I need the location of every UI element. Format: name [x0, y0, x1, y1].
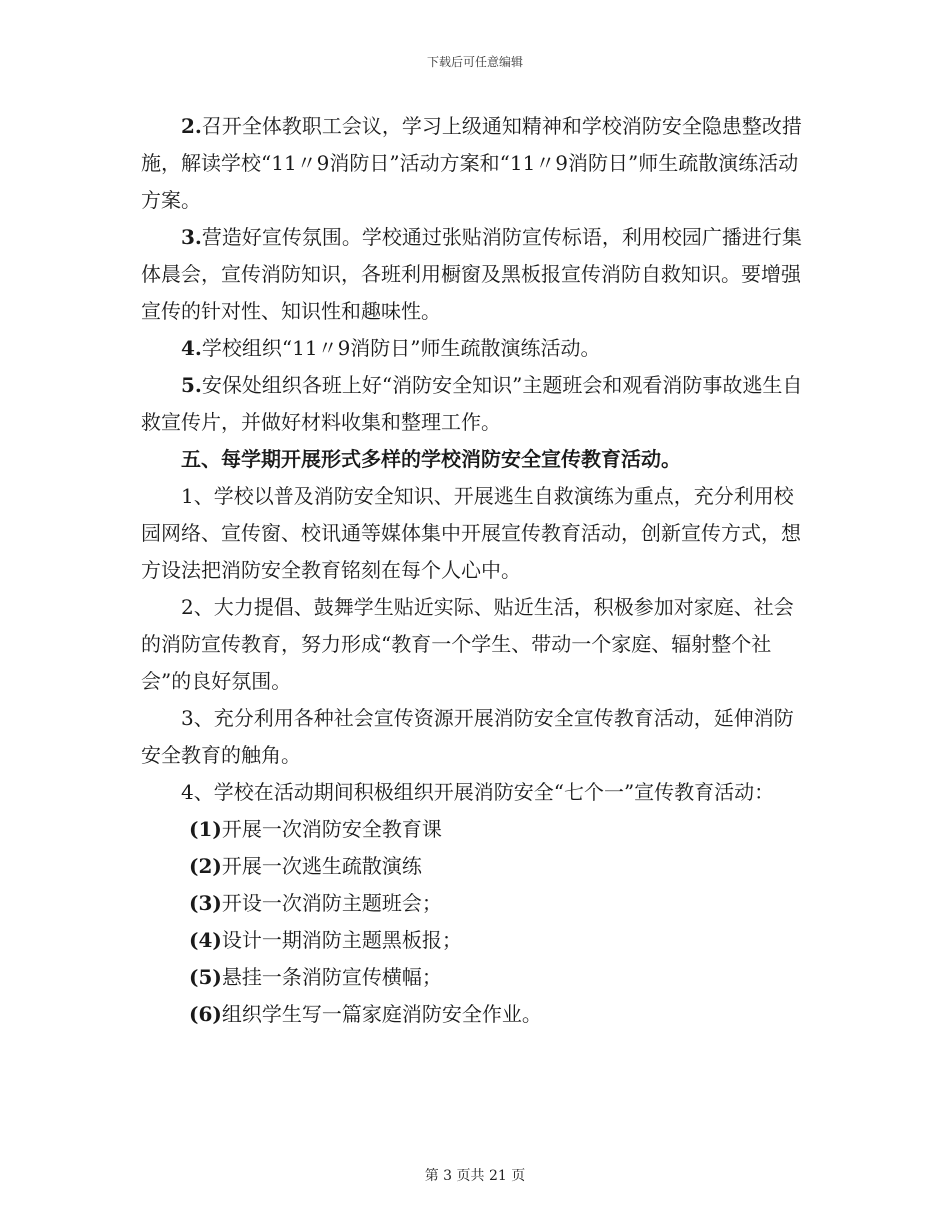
- page-header: 下载后可任意编辑: [426, 55, 523, 69]
- item-number: 3.: [181, 225, 202, 249]
- list-item-1: [141, 811, 809, 848]
- list-text: 开展一次消防安全教育课: [221, 817, 442, 841]
- section-paragraph-1: 1、学校以普及消防安全知识、开展逃生自救演练为重点，充分利用校园网络、宣传窗、校讯通等媒体集中开展宣传教育活动，创新宣传方式，想方设法把消防安全教育铭刻在每个人心中。: [141, 484, 801, 582]
- list-text: 悬挂一条消防宣传横幅；: [221, 965, 442, 989]
- list-item-4: [141, 922, 809, 959]
- list-text: 设计一期消防主题黑板报；: [221, 928, 462, 952]
- paragraph-item-4: [141, 330, 809, 367]
- paragraph-text: 召开全体教职工会议，学习上级通知精神和学校消防安全隐患整改措施，解读学校“11〃9消防日”活动方案和“11〃9消防日”师生疏散演练活动方案。: [141, 114, 802, 212]
- paragraph-text: 安保处组织各班上好“消防安全知识”主题班会和观看消防事故逃生自救宣传片，并做好材料收集和整理工作。: [141, 373, 803, 434]
- list-number: (1): [189, 817, 222, 841]
- list-item-6: [141, 996, 809, 1033]
- list-text: 开设一次消防主题班会；: [221, 891, 442, 915]
- page-footer: 第 3 页共 21 页: [424, 1168, 526, 1184]
- list-item-3: [141, 885, 809, 922]
- document-body: [141, 108, 809, 1033]
- paragraph-item-5: [141, 367, 809, 441]
- section-heading: 五、每学期开展形式多样的学校消防安全宣传教育活动。: [181, 447, 681, 471]
- section-paragraph-2: 2、大力提倡、鼓舞学生贴近实际、贴近生活，积极参加对家庭、社会的消防宣传教育，努力形成“教育一个学生、带动一个家庭、辐射整个社会”的良好氛围。: [141, 595, 794, 693]
- list-number: (2): [189, 854, 222, 878]
- item-number: 5.: [181, 373, 202, 397]
- paragraph-item-2: [141, 108, 809, 219]
- list-number: (4): [189, 928, 222, 952]
- paragraph-item-3: [141, 219, 809, 330]
- item-number: 4.: [181, 336, 202, 360]
- list-item-5: [141, 959, 809, 996]
- item-number: 2.: [181, 114, 202, 138]
- paragraph-text: 学校组织“11〃9消防日”师生疏散演练活动。: [201, 336, 601, 360]
- list-number: (6): [189, 1002, 222, 1026]
- section-paragraph-3: 3、充分利用各种社会宣传资源开展消防安全宣传教育活动，延伸消防安全教育的触角。: [141, 706, 794, 767]
- section-paragraph-4: 4、学校在活动期间积极组织开展消防安全“七个一”宣传教育活动：: [181, 780, 775, 804]
- list-item-2: [141, 848, 809, 885]
- paragraph-text: 营造好宣传氛围。学校通过张贴消防宣传标语，利用校园广播进行集体晨会，宣传消防知识，各班利用橱窗及黑板报宣传消防自救知识。要增强宣传的针对性、知识性和趣味性。: [141, 225, 802, 323]
- list-number: (5): [189, 965, 222, 989]
- list-number: (3): [189, 891, 222, 915]
- list-text: 组织学生写一篇家庭消防安全作业。: [221, 1002, 542, 1026]
- list-text: 开展一次逃生疏散演练: [221, 854, 422, 878]
